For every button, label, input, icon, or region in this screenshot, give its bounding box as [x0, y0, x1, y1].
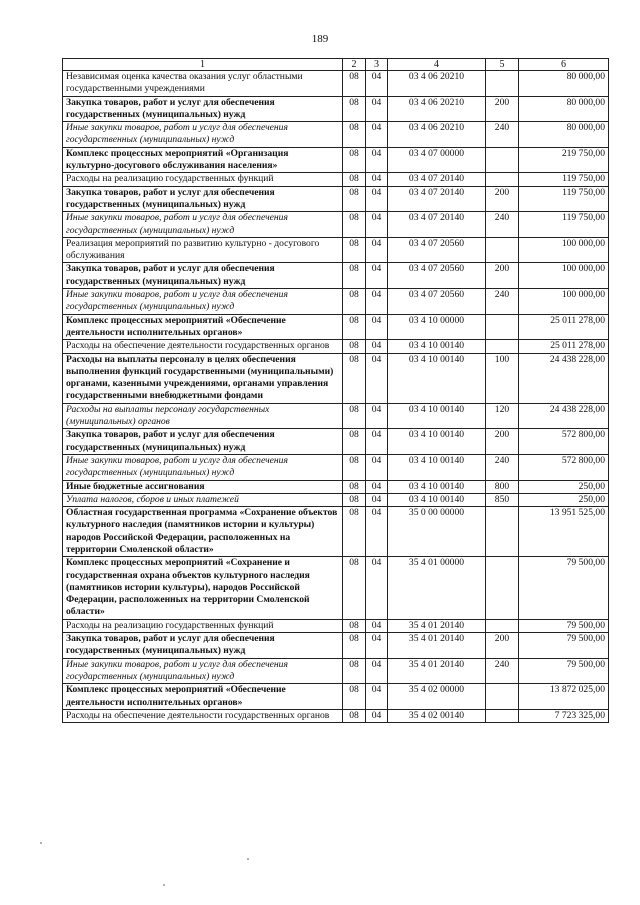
code-subsection-cell: 04: [366, 147, 388, 173]
column-header: 3: [366, 59, 388, 71]
code-target-cell: 03 4 10 00140: [388, 340, 486, 353]
code-expense-type-cell: 200: [486, 633, 519, 659]
code-expense-type-cell: [486, 507, 519, 557]
code-expense-type-cell: [486, 709, 519, 722]
code-expense-type-cell: [486, 557, 519, 619]
code-subsection-cell: 04: [366, 340, 388, 353]
code-target-cell: 03 4 10 00140: [388, 403, 486, 429]
name-cell: Иные закупки товаров, работ и услуг для обеспечения государственных (муниципальных) нужд: [63, 212, 343, 238]
code-target-cell: 03 4 07 20140: [388, 173, 486, 186]
code-expense-type-cell: 240: [486, 454, 519, 480]
code-target-cell: 03 4 07 20140: [388, 212, 486, 238]
code-target-cell: 35 4 01 20140: [388, 619, 486, 632]
code-expense-type-cell: [486, 237, 519, 263]
column-header: 6: [519, 59, 609, 71]
code-expense-type-cell: 200: [486, 263, 519, 289]
code-expense-type-cell: [486, 147, 519, 173]
code-subsection-cell: 04: [366, 403, 388, 429]
code-subsection-cell: 04: [366, 493, 388, 506]
code-section-cell: 08: [343, 480, 366, 493]
name-cell: Независимая оценка качества оказания услуг областными государственными учреждениями: [63, 71, 343, 97]
code-section-cell: 08: [343, 71, 366, 97]
code-section-cell: 08: [343, 493, 366, 506]
amount-cell: 572 800,00: [519, 429, 609, 455]
amount-cell: 119 750,00: [519, 186, 609, 212]
budget-table: [62, 58, 609, 723]
amount-cell: 79 500,00: [519, 658, 609, 684]
name-cell: Уплата налогов, сборов и иных платежей: [63, 493, 343, 506]
code-expense-type-cell: 240: [486, 212, 519, 238]
amount-cell: 119 750,00: [519, 212, 609, 238]
code-subsection-cell: 04: [366, 314, 388, 340]
code-subsection-cell: 04: [366, 186, 388, 212]
code-subsection-cell: 04: [366, 71, 388, 97]
code-target-cell: 03 4 10 00140: [388, 454, 486, 480]
name-cell: Расходы на обеспечение деятельности государственных органов: [63, 709, 343, 722]
code-section-cell: 08: [343, 684, 366, 710]
name-cell: Комплекс процессных мероприятий «Обеспечение деятельности исполнительных органов»: [63, 684, 343, 710]
code-expense-type-cell: [486, 684, 519, 710]
amount-cell: 572 800,00: [519, 454, 609, 480]
code-expense-type-cell: 100: [486, 353, 519, 403]
amount-cell: 25 011 278,00: [519, 340, 609, 353]
code-target-cell: 03 4 07 20560: [388, 289, 486, 315]
name-cell: Реализация мероприятий по развитию культурно - досугового обслуживания: [63, 237, 343, 263]
table-row: [63, 122, 609, 148]
scan-speck: [163, 884, 165, 886]
amount-cell: 80 000,00: [519, 71, 609, 97]
code-expense-type-cell: 800: [486, 480, 519, 493]
code-target-cell: 03 4 10 00140: [388, 353, 486, 403]
name-cell: Областная государственная программа «Сохранение объектов культурного наследия (памятников истории и культуры) народов Российской Федерации, расположенных на территории Смоленской области»: [63, 507, 343, 557]
table-row: [63, 147, 609, 173]
code-target-cell: 03 4 07 20140: [388, 186, 486, 212]
code-target-cell: 03 4 10 00140: [388, 480, 486, 493]
amount-cell: 100 000,00: [519, 289, 609, 315]
code-section-cell: 08: [343, 353, 366, 403]
amount-cell: 250,00: [519, 480, 609, 493]
amount-cell: 24 438 228,00: [519, 353, 609, 403]
code-expense-type-cell: [486, 619, 519, 632]
amount-cell: 100 000,00: [519, 263, 609, 289]
amount-cell: 100 000,00: [519, 237, 609, 263]
column-header: 1: [63, 59, 343, 71]
table-row: [63, 96, 609, 122]
code-expense-type-cell: [486, 71, 519, 97]
code-section-cell: 08: [343, 122, 366, 148]
column-header: 4: [388, 59, 486, 71]
table-row: [63, 633, 609, 659]
code-target-cell: 03 4 07 20560: [388, 263, 486, 289]
code-subsection-cell: 04: [366, 507, 388, 557]
amount-cell: 80 000,00: [519, 122, 609, 148]
column-header: 5: [486, 59, 519, 71]
name-cell: Иные закупки товаров, работ и услуг для обеспечения государственных (муниципальных) нужд: [63, 122, 343, 148]
name-cell: Закупка товаров, работ и услуг для обеспечения государственных (муниципальных) нужд: [63, 263, 343, 289]
table-row: [63, 71, 609, 97]
code-section-cell: 08: [343, 454, 366, 480]
code-section-cell: 08: [343, 96, 366, 122]
amount-cell: 13 872 025,00: [519, 684, 609, 710]
table-row: [63, 237, 609, 263]
name-cell: Расходы на выплаты персоналу в целях обеспечения выполнения функций государственными (муниципальными) органами, казенными учреждениями, органами управления государственными внебюджетными фондами: [63, 353, 343, 403]
name-cell: Расходы на выплаты персоналу государственных (муниципальных) органов: [63, 403, 343, 429]
table-row: [63, 429, 609, 455]
name-cell: Комплекс процессных мероприятий «Обеспечение деятельности исполнительных органов»: [63, 314, 343, 340]
code-section-cell: 08: [343, 186, 366, 212]
code-target-cell: 35 4 01 20140: [388, 658, 486, 684]
code-subsection-cell: 04: [366, 122, 388, 148]
page-number: 189: [311, 33, 329, 45]
code-section-cell: 08: [343, 314, 366, 340]
code-section-cell: 08: [343, 507, 366, 557]
amount-cell: 219 750,00: [519, 147, 609, 173]
code-subsection-cell: 04: [366, 480, 388, 493]
code-expense-type-cell: [486, 340, 519, 353]
code-subsection-cell: 04: [366, 684, 388, 710]
name-cell: Комплекс процессных мероприятий «Сохранение и государственная охрана объектов культурного наследия (памятников истории культуры), народов Российской Федерации, расположенных на территории Смоленской области»: [63, 557, 343, 619]
amount-cell: 24 438 228,00: [519, 403, 609, 429]
table-row: [63, 340, 609, 353]
code-target-cell: 03 4 06 20210: [388, 96, 486, 122]
amount-cell: 119 750,00: [519, 173, 609, 186]
code-section-cell: 08: [343, 619, 366, 632]
code-subsection-cell: 04: [366, 96, 388, 122]
column-header: 2: [343, 59, 366, 71]
table-row: [63, 403, 609, 429]
scan-speck: [40, 842, 42, 844]
table-row: [63, 480, 609, 493]
code-target-cell: 35 4 02 00000: [388, 684, 486, 710]
amount-cell: 7 723 325,00: [519, 709, 609, 722]
code-section-cell: 08: [343, 340, 366, 353]
amount-cell: 79 500,00: [519, 633, 609, 659]
code-subsection-cell: 04: [366, 429, 388, 455]
amount-cell: 80 000,00: [519, 96, 609, 122]
code-expense-type-cell: [486, 173, 519, 186]
amount-cell: 79 500,00: [519, 557, 609, 619]
name-cell: Расходы на реализацию государственных функций: [63, 619, 343, 632]
code-section-cell: 08: [343, 263, 366, 289]
name-cell: Закупка товаров, работ и услуг для обеспечения государственных (муниципальных) нужд: [63, 633, 343, 659]
table-row: [63, 263, 609, 289]
amount-cell: 25 011 278,00: [519, 314, 609, 340]
code-subsection-cell: 04: [366, 619, 388, 632]
code-section-cell: 08: [343, 212, 366, 238]
name-cell: Иные закупки товаров, работ и услуг для обеспечения государственных (муниципальных) нужд: [63, 454, 343, 480]
code-subsection-cell: 04: [366, 212, 388, 238]
code-subsection-cell: 04: [366, 658, 388, 684]
table-row: [63, 173, 609, 186]
code-section-cell: 08: [343, 429, 366, 455]
table-row: [63, 658, 609, 684]
code-expense-type-cell: 240: [486, 658, 519, 684]
name-cell: Иные закупки товаров, работ и услуг для обеспечения государственных (муниципальных) нужд: [63, 658, 343, 684]
code-subsection-cell: 04: [366, 709, 388, 722]
table-row: [63, 353, 609, 403]
code-subsection-cell: 04: [366, 263, 388, 289]
name-cell: Иные бюджетные ассигнования: [63, 480, 343, 493]
code-expense-type-cell: 240: [486, 122, 519, 148]
code-subsection-cell: 04: [366, 289, 388, 315]
code-expense-type-cell: 200: [486, 186, 519, 212]
table-row: [63, 186, 609, 212]
amount-cell: 250,00: [519, 493, 609, 506]
name-cell: Расходы на обеспечение деятельности государственных органов: [63, 340, 343, 353]
table-header-row: [63, 59, 609, 71]
name-cell: Иные закупки товаров, работ и услуг для обеспечения государственных (муниципальных) нужд: [63, 289, 343, 315]
code-expense-type-cell: 850: [486, 493, 519, 506]
table-row: [63, 493, 609, 506]
code-section-cell: 08: [343, 403, 366, 429]
code-target-cell: 35 4 02 00140: [388, 709, 486, 722]
code-section-cell: 08: [343, 557, 366, 619]
code-subsection-cell: 04: [366, 557, 388, 619]
code-subsection-cell: 04: [366, 454, 388, 480]
code-section-cell: 08: [343, 633, 366, 659]
code-expense-type-cell: 200: [486, 96, 519, 122]
name-cell: Закупка товаров, работ и услуг для обеспечения государственных (муниципальных) нужд: [63, 186, 343, 212]
name-cell: Расходы на реализацию государственных функций: [63, 173, 343, 186]
table-row: [63, 454, 609, 480]
code-target-cell: 03 4 06 20210: [388, 122, 486, 148]
code-target-cell: 35 0 00 00000: [388, 507, 486, 557]
code-subsection-cell: 04: [366, 633, 388, 659]
code-section-cell: 08: [343, 289, 366, 315]
code-target-cell: 03 4 10 00140: [388, 493, 486, 506]
table-row: [63, 314, 609, 340]
code-expense-type-cell: 240: [486, 289, 519, 315]
code-target-cell: 03 4 10 00140: [388, 429, 486, 455]
code-section-cell: 08: [343, 658, 366, 684]
code-target-cell: 35 4 01 20140: [388, 633, 486, 659]
code-section-cell: 08: [343, 147, 366, 173]
code-target-cell: 03 4 10 00000: [388, 314, 486, 340]
table-row: [63, 212, 609, 238]
name-cell: Комплекс процессных мероприятий «Организация культурно-досугового обслуживания населения»: [63, 147, 343, 173]
code-target-cell: 03 4 06 20210: [388, 71, 486, 97]
table-row: [63, 289, 609, 315]
code-target-cell: 03 4 07 00000: [388, 147, 486, 173]
amount-cell: 79 500,00: [519, 619, 609, 632]
table-row: [63, 684, 609, 710]
code-target-cell: 03 4 07 20560: [388, 237, 486, 263]
code-section-cell: 08: [343, 709, 366, 722]
code-subsection-cell: 04: [366, 353, 388, 403]
code-target-cell: 35 4 01 00000: [388, 557, 486, 619]
name-cell: Закупка товаров, работ и услуг для обеспечения государственных (муниципальных) нужд: [63, 429, 343, 455]
table-row: [63, 507, 609, 557]
code-section-cell: 08: [343, 173, 366, 186]
table-body: [63, 71, 609, 723]
scan-speck: [247, 858, 249, 860]
code-expense-type-cell: 120: [486, 403, 519, 429]
name-cell: Закупка товаров, работ и услуг для обеспечения государственных (муниципальных) нужд: [63, 96, 343, 122]
code-section-cell: 08: [343, 237, 366, 263]
amount-cell: 13 951 525,00: [519, 507, 609, 557]
code-expense-type-cell: [486, 314, 519, 340]
code-expense-type-cell: 200: [486, 429, 519, 455]
table-row: [63, 619, 609, 632]
code-subsection-cell: 04: [366, 173, 388, 186]
code-subsection-cell: 04: [366, 237, 388, 263]
table-row: [63, 709, 609, 722]
table-row: [63, 557, 609, 619]
